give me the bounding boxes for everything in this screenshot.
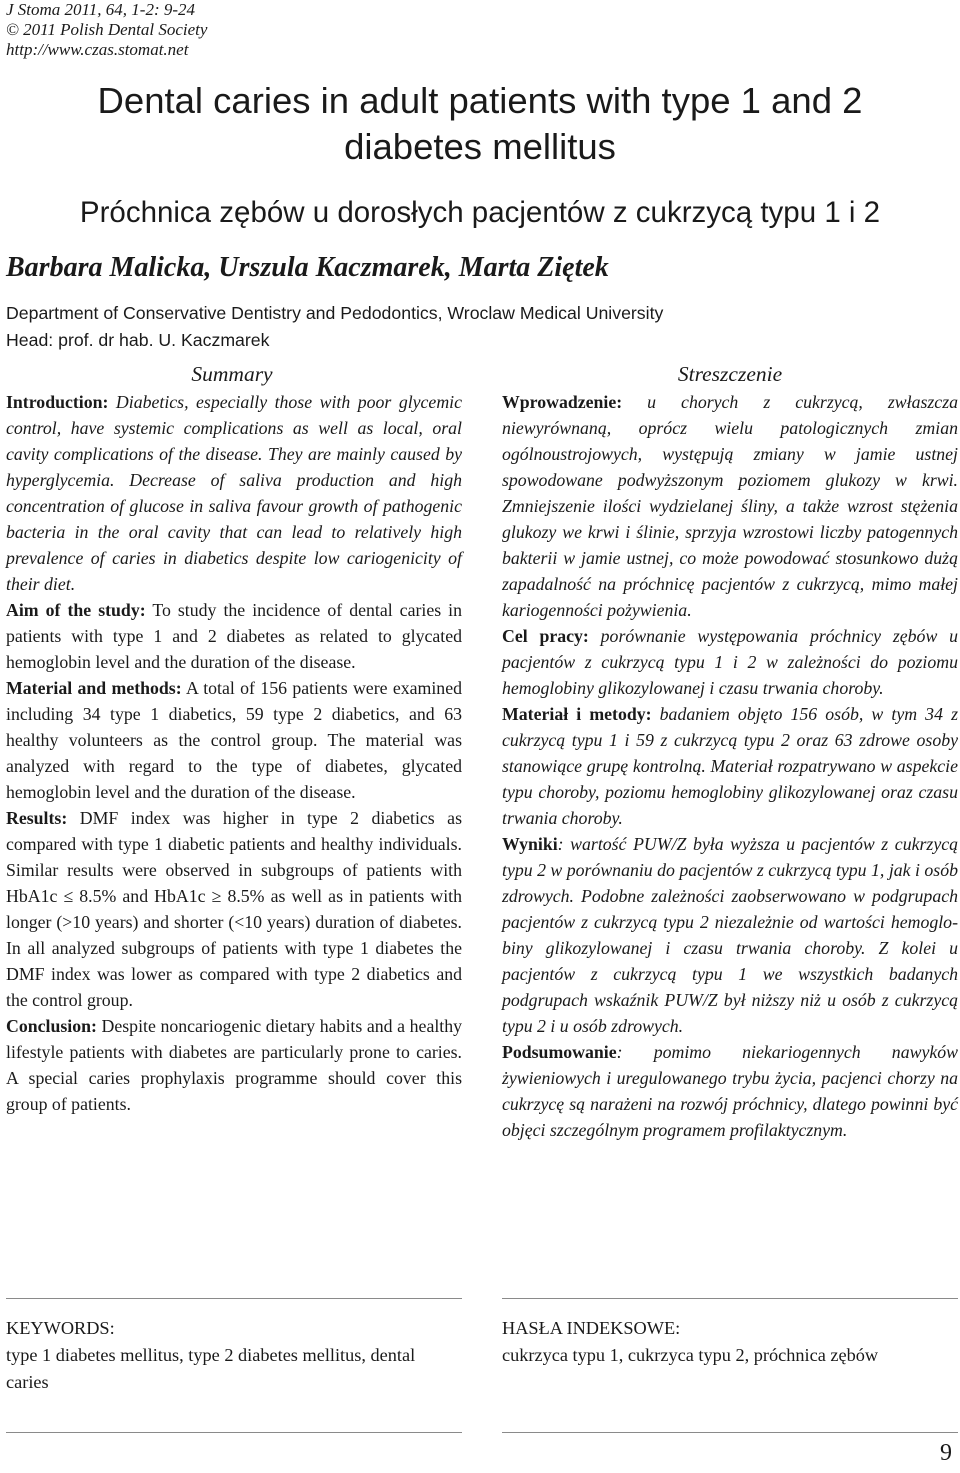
keywords-heading: KEYWORDS: bbox=[6, 1318, 115, 1338]
section-text: : pomimo niekariogennych nawyków żywieniowych i uregulowanego trybu życia, pacjenci chorzy na cukrzycę są narażeni na rozwój próchnicy, dlatego powinni być objęci szczególnym programem profilaktycznym. bbox=[502, 1042, 958, 1140]
section-text: porównanie występowania próchnicy zębów u pacjentów z cukrzycą typu 1 i 2 w zależności do poziomu hemoglobiny glikozylowanej i czasu trwania choroby. bbox=[502, 626, 958, 698]
section-label: Introduction: bbox=[6, 392, 109, 412]
section-label: Wprowadzenie: bbox=[502, 392, 623, 412]
keywords-pl bbox=[502, 1315, 958, 1369]
affiliation bbox=[6, 300, 663, 354]
section-text: : wartość PUW/Z była wyższa u pacjentów z cukrzycą typu 2 w porównaniu do pacjentów z cukrzycą typu 1, jak i osób zdrowych. Podobne zależności zaobserwowano w podgrupach pacjentów z cukrzycą typu 2 niezależnie od wartości hemoglobiny glikozylowanej i czasu trwania choroby. Z kolei u pacjentów z cukrzycą typu 1 we wszystkich badanych podgrupach wskaźnik PUW/Z był niższy niż u osób z cukrzycą typu 2 i u osób zdrowych. bbox=[502, 834, 958, 1036]
section-text: A total of 156 patients were examined including 34 type 1 diabetics, 59 type 2 diabetics, and 63 healthy volunteers as the control group. The material was analyzed with regard to the type of diabetes, glycated hemoglobin level and the duration of the disease. bbox=[6, 678, 462, 802]
summary-methods bbox=[6, 675, 462, 805]
department: Department of Conservative Dentistry and Pedodontics, Wroclaw Medical University bbox=[6, 303, 664, 323]
section-text: DMF index was higher in type 2 diabetics as compared with type 1 diabetic patients and healthy individuals. Similar results were observed in subgroups of patients with HbA1c ≤ 8.5% and HbA1c ≥ 8.5% as well as in patients with longer (>10 years) and shorter (<10 years) duration of diabetes. In all analyzed subgroups of patients with type 1 diabetes the DMF index was lower as compared with type 2 diabetics and the control group. bbox=[6, 808, 462, 1010]
section-text: Despite noncariogenic dietary habits and a healthy lifestyle patients with diabetes are particularly prone to caries. A special caries prophylaxis programme should cover this group of patients. bbox=[6, 1016, 462, 1114]
summary-aim bbox=[6, 597, 462, 675]
journal-citation: J Stoma 2011, 64, 1-2: 9-24 bbox=[6, 0, 196, 19]
keywords-divider-bottom bbox=[6, 1432, 462, 1433]
journal-header bbox=[6, 0, 406, 60]
summary-conclusion bbox=[6, 1013, 462, 1117]
section-label: Material and methods: bbox=[6, 678, 182, 698]
section-label: Materiał i metody: bbox=[502, 704, 652, 724]
article-title-en: Dental caries in adult patients with type 1 and 2 diabetes mellitus bbox=[97, 80, 863, 167]
streszczenie-heading: Streszczenie bbox=[677, 362, 783, 386]
authors: Barbara Malicka, Urszula Kaczmarek, Marta Ziętek bbox=[6, 252, 609, 283]
section-label: Results: bbox=[6, 808, 68, 828]
hasla-text: cukrzyca typu 1, cukrzyca typu 2, próchnica zębów bbox=[502, 1345, 879, 1365]
streszczenie-column bbox=[502, 389, 958, 1143]
streszczenie-introduction bbox=[502, 389, 958, 623]
department-head: Head: prof. dr hab. U. Kaczmarek bbox=[6, 330, 270, 350]
section-text: badaniem objęto 156 osób, w tym 34 z cukrzycą typu 1 i 59 z cukrzycą typu 2 oraz 63 zdrowe osoby stanowiące grupę kontrolną. Materiał rozpatrywano w aspekcie typu choroby, poziomu hemoglobiny glikozylowanej oraz czasu trwania choroby. bbox=[502, 704, 958, 828]
streszczenie-conclusion bbox=[502, 1039, 958, 1143]
section-label: Aim of the study: bbox=[6, 600, 146, 620]
streszczenie-aim bbox=[502, 623, 958, 701]
keywords-text: type 1 diabetes mellitus, type 2 diabetes mellitus, dental caries bbox=[6, 1345, 416, 1392]
hasla-heading: HASŁA INDEKSOWE: bbox=[502, 1318, 681, 1338]
section-text: Diabetics, especially those with poor glycemic control, have systemic complications as well as local, oral cavity complications of the disease. They are mainly caused by hyperglycemia. Decrease of saliva production and high concentration of glucose in saliva favour growth of pathogenic bacteria in the oral cavity that can lead to relatively high prevalence of caries in diabetics despite low cariogenicity of their diet. bbox=[6, 392, 462, 594]
section-label: Cel pracy: bbox=[502, 626, 589, 646]
article-title-pl: Próchnica zębów u dorosłych pacjentów z cukrzycą typu 1 i 2 bbox=[79, 196, 881, 229]
section-text: u chorych z cukrzycą, zwłaszcza niewyrównaną, oprócz wielu patologicznych zmian ogólnoustrojowych, występują zmiany w jamie ustnej spowodowane podwyższonym poziomem glukozy w krwi. Zmniejszenie ilości wydzielanej śliny, a także wzrost stężenia glukozy we krwi i ślinie, sprzyja wzrostowi liczby patogennych bakterii w jamie ustnej, co może powodować stosunkowo dużą zapadalność na próchnicę pacjentów z cukrzycą, mimo małej kariogenności pożywienia. bbox=[502, 392, 958, 620]
streszczenie-results bbox=[502, 831, 958, 1039]
streszczenie-methods bbox=[502, 701, 958, 831]
journal-url: http://www.czas.stomat.net bbox=[6, 40, 189, 59]
section-label: Podsumowanie bbox=[502, 1042, 617, 1062]
summary-results bbox=[6, 805, 462, 1013]
page-number: 9 bbox=[940, 1440, 952, 1466]
summary-column bbox=[6, 389, 462, 1117]
summary-heading: Summary bbox=[191, 362, 273, 386]
keywords-en bbox=[6, 1315, 462, 1396]
keywords-divider-top bbox=[6, 1298, 462, 1299]
section-label: Wyniki bbox=[502, 834, 558, 854]
hasla-divider-top bbox=[502, 1298, 958, 1299]
section-label: Conclusion: bbox=[6, 1016, 97, 1036]
hasla-divider-bottom bbox=[502, 1432, 958, 1433]
summary-introduction bbox=[6, 389, 462, 597]
section-text: To study the incidence of dental caries in patients with type 1 and 2 diabetes as related to glycated hemoglobin level and the duration of the disease. bbox=[6, 600, 462, 672]
copyright-notice: © 2011 Polish Dental Society bbox=[6, 20, 208, 39]
